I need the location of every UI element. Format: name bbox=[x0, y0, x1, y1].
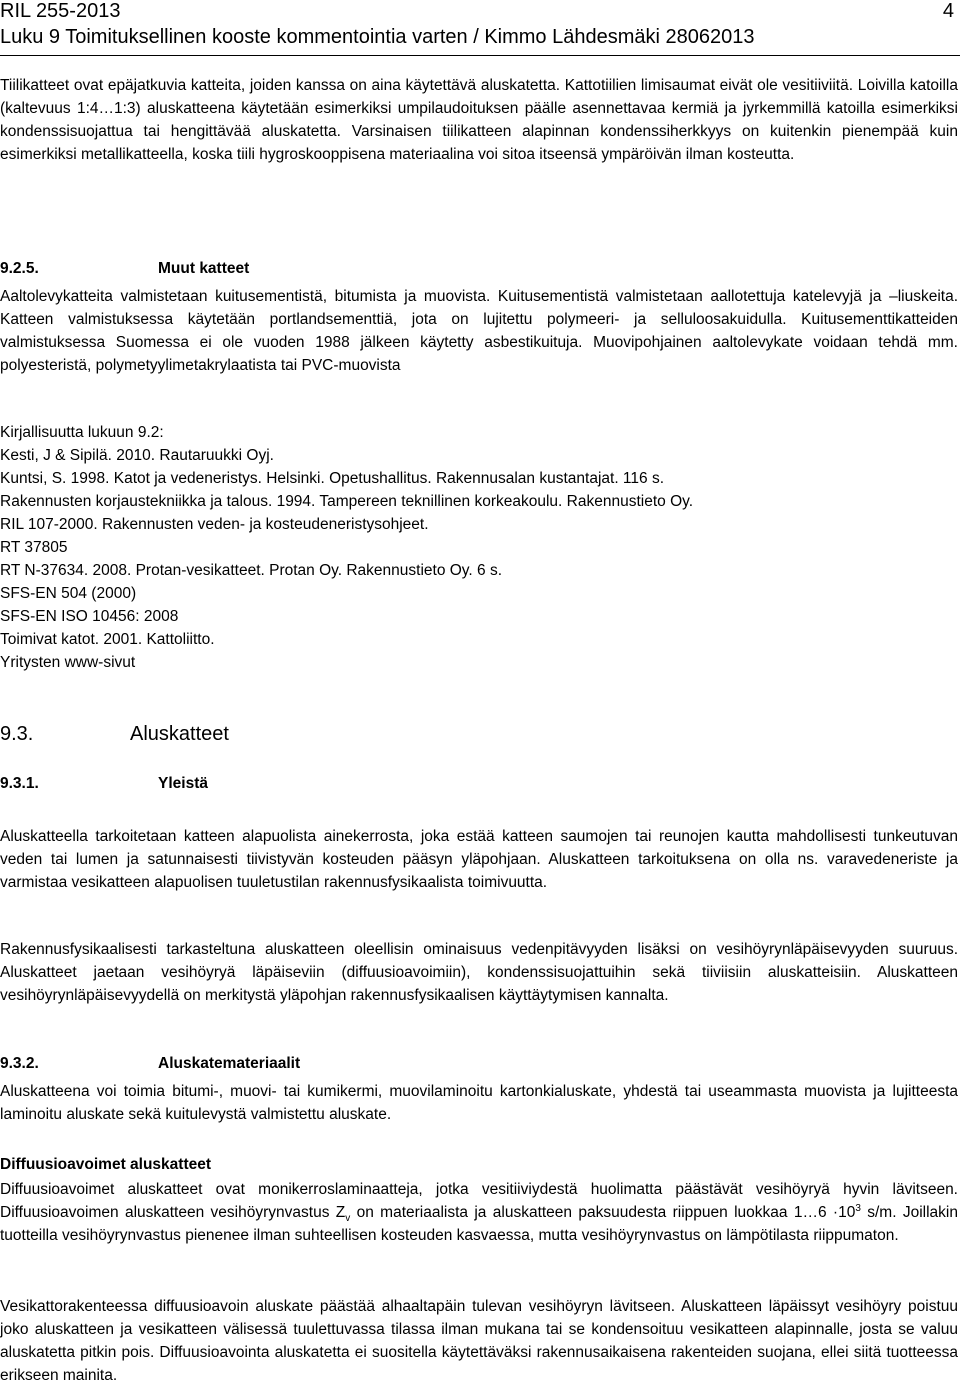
section-932-body: Aluskatteena voi toimia bitumi-, muovi- tai kumikermi, muovilaminoitu kartonkialuskate, yhdestä tai useammasta muovista ja lujitteesta laminoitu aluskate sekä kuitulevystä valmistettu aluskate. bbox=[0, 1083, 958, 1123]
reference-item: Kesti, J & Sipilä. 2010. Rautaruukki Oyj. bbox=[0, 447, 274, 464]
section-931-paragraph-2: Rakennusfysikaalisesti tarkasteltuna aluskatteen oleellisin ominaisuus vedenpitävyyden lisäksi on vesihöyrynläpäisevyyden suuruus. Aluskatteet jaetaan vesihöyryä läpäiseviin (diffuusioavoimiin), kondenssisuojattuihin sekä tiiviisiin aluskatteisiin. Aluskatteen vesihöyrynläpäisevyydellä on merkitystä yläpohjan rakennusfysikaalisen käyttäytymisen kannalta. bbox=[0, 941, 958, 1004]
section-932-number: 9.3.2. bbox=[0, 1055, 39, 1072]
header-doc-code: RIL 255-2013 bbox=[0, 0, 121, 22]
subscript-v: v bbox=[345, 1213, 351, 1225]
section-925-title: Muut katteet bbox=[158, 260, 250, 277]
reference-item: RT N-37634. 2008. Protan-vesikatteet. Protan Oy. Rakennustieto Oy. 6 s. bbox=[0, 562, 503, 579]
section-931-paragraph-1: Aluskatteella tarkoitetaan katteen alapuolista ainekerrosta, joka estää katteen saumojen tai reunojen kautta mahdollisesti tunkeutuvan veden tai lumen ja satunnaisesti tiivistyvän kosteuden pääsyn yläpohjaan. Aluskatteen tarkoituksena on olla ns. varavedeneriste ja varmistaa vesikatteen alapuolisen tuuletustilan rakennusfysikaalista toimivuutta. bbox=[0, 828, 958, 891]
references-heading: Kirjallisuutta lukuun 9.2: bbox=[0, 424, 164, 441]
reference-item: Rakennusten korjaustekniikka ja talous. 1994. Tampereen teknillinen korkeakoulu. Rakennustieto Oy. bbox=[0, 493, 694, 510]
header-chapter-line: Luku 9 Toimituksellinen kooste kommentointia varten / Kimmo Lähdesmäki 28062013 bbox=[0, 26, 755, 48]
section-93-title: Aluskatteet bbox=[130, 723, 229, 745]
section-925-number: 9.2.5. bbox=[0, 260, 39, 277]
diffusion-paragraph-2: Vesikattorakenteessa diffuusioavoin aluskate päästää alhaaltapäin tulevan vesihöyryn lävitseen. Aluskatteen läpäissyt vesihöyry poistuu joko aluskatteen ja vesikatteen välisessä tuulettuvassa tilassa ilman mukana tai se kondensoituu vesikatteen alapinnalle, josta se valuu aluskatetta pitkin pois. Diffuusioavointa aluskatetta ei suositella käytettäväksi rakennusaikaisena rakenteiden suojana, ellei siitä tuotteessa erikseen mainita. bbox=[0, 1298, 958, 1384]
diffusion-text-part-1: Diffuusioavoimet aluskatteet ovat monikerroslaminaatteja, jotka vesitiiviydestä huolimatta päästävät vesihöyryä hyvin lävitseen. Diffuusioavoimen aluskatteen vesihöyrynvastus Z bbox=[0, 1181, 958, 1221]
page-number: 4 bbox=[942, 0, 954, 22]
reference-item: Kuntsi, S. 1998. Katot ja vedeneristys. Helsinki. Opetushallitus. Rakennusalan kustantajat. 116 s. bbox=[0, 470, 665, 487]
diffusion-text-part-3: s/m. Joillakin tuotteilla vesihöyrynvastus pienenee ilman suhteellisen kosteuden kasvaessa, mutta vesihöyrynvastus on lämpötilasta riippumaton. bbox=[0, 1204, 958, 1244]
diffusion-text-part-2: on materiaalista ja aluskatteen paksuudesta riippuen luokkaa 1…6 ·10 bbox=[350, 1204, 856, 1221]
intro-paragraph: Tiilikatteet ovat epäjatkuvia katteita, joiden kanssa on aina käytettävä aluskatetta. Kattotiilien limisaumat eivät ole vesitiiviitä. Loivilla katoilla (kaltevuus 1:4…1:3) aluskatteena käytetään esimerkiksi umpilaudoituksen päälle asennettavaa kermiä ja jyrkemmillä katoilla esimerkiksi kondenssisuojattua tai hengittävää aluskatetta. Varsinaisen tiilikatteen alapinnan kondenssiherkkyys on kuitenkin pienempää kuin esimerkiksi metallikatteella, koska tiili hygroskooppisena materiaalina voi sitoa itseensä ympäröivän ilman kosteutta. bbox=[0, 77, 958, 163]
section-931-number: 9.3.1. bbox=[0, 775, 39, 792]
section-925-body: Aaltolevykatteita valmistetaan kuitusementistä, bitumista ja muovista. Kuitusementistä valmistetaan aallotettuja katelevyjä ja –liuskeita. Katteen valmistuksessa käytetään portlandsementtiä, jota on lujitettu polymeeri- ja selluloosakuidulla. Kuitusementtikatteiden valmistuksessa Suomessa ei ole vuoden 1988 jälkeen käytetty asbestikuituja. Muovipohjainen aaltolevykate voidaan tehdä mm. polyesteristä, polymetyylimetakrylaatista tai PVC-muovista bbox=[0, 288, 958, 374]
reference-item: RIL 107-2000. Rakennusten veden- ja kosteudeneristysohjeet. bbox=[0, 516, 429, 533]
reference-item: Toimivat katot. 2001. Kattoliitto. bbox=[0, 631, 215, 648]
diffusion-heading: Diffuusioavoimet aluskatteet bbox=[0, 1156, 212, 1173]
section-93-number: 9.3. bbox=[0, 723, 34, 745]
header-divider bbox=[0, 55, 960, 56]
section-931-title: Yleistä bbox=[158, 775, 208, 792]
diffusion-paragraph-1 bbox=[0, 1178, 958, 1247]
reference-item: Yritysten www-sivut bbox=[0, 654, 136, 671]
superscript-3: 3 bbox=[855, 1202, 861, 1214]
reference-item: SFS-EN 504 (2000) bbox=[0, 585, 137, 602]
reference-item: RT 37805 bbox=[0, 539, 68, 556]
reference-item: SFS-EN ISO 10456: 2008 bbox=[0, 608, 179, 625]
section-932-title: Aluskatemateriaalit bbox=[158, 1055, 301, 1072]
